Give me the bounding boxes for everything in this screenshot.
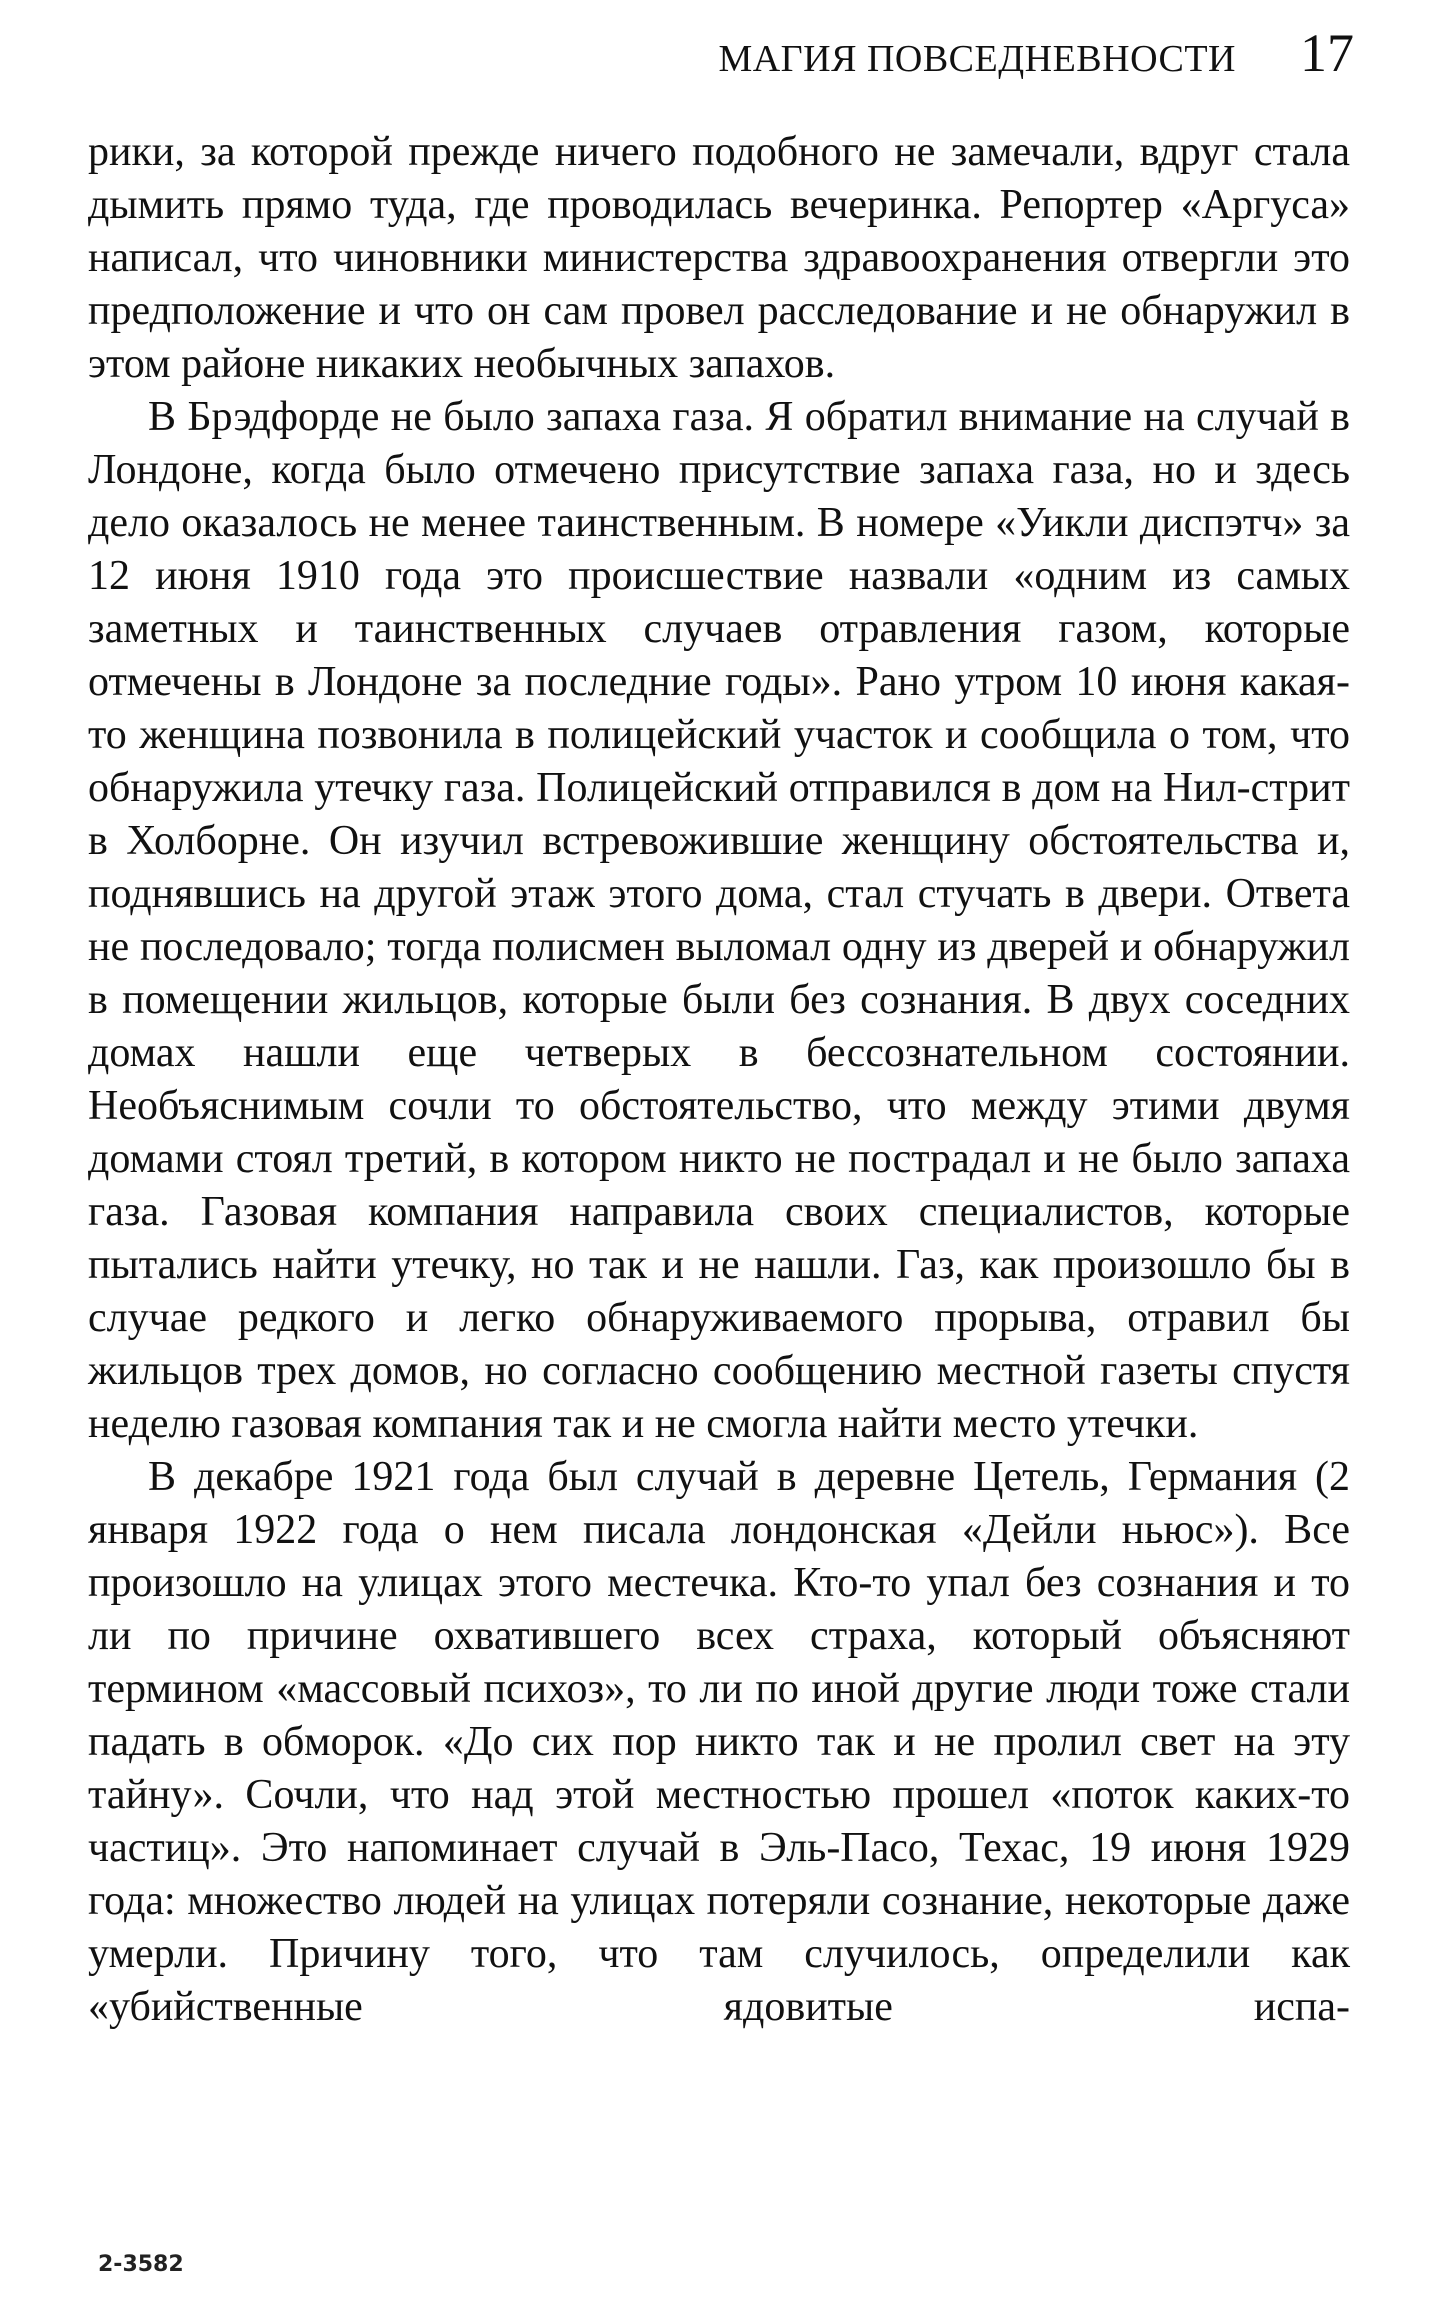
paragraph-bradford: В Брэдфорде не было запаха газа. Я обратил внимание на случай в Лондоне, когда было отмечено присутствие запаха газа, но и здесь дело оказалось не менее таинственным. В номере «Уикли диспэтч» за 12 июня 1910 года это происшествие назвали «одним из самых заметных и таинственных случаев отравления газом, которые отмечены в Лондоне за последние годы». Рано утром 10 июня какая-то женщина позвонила в полицейский участок и сообщила о том, что обнаружила утечку газа. Полицейский отправился в дом на Нил-стрит в Холборне. Он изучил встревожившие женщину обстоятельства и, поднявшись на другой этаж этого дома, стал стучать в двери. Ответа не последовало; тогда полисмен выломал одну из дверей и обнаружил в помещении жильцов, которые были без сознания. В двух соседних домах нашли еще четверых в бессознательном состоянии. Необъяснимым сочли то обстоятельство, что между этими двумя домами стоял третий, в котором никто не пострадал и не было запаха газа. Газовая компания направила своих специалистов, которые пытались найти утечку, но так и не нашли. Газ, как произошло бы в случае редкого и легко обнаруживаемого прорыва, отравил бы жильцов трех домов, но согласно сообщению местной газеты спустя неделю газовая компания так и не смогла найти место утечки. xyxy=(88,394,1350,1447)
text-block xyxy=(88,126,1350,2034)
printer-signature-mark: 2-3582 xyxy=(98,2252,184,2277)
page-number: 17 xyxy=(1300,23,1354,83)
paragraph-zetel: В декабре 1921 года был случай в деревне Цетель, Германия (2 января 1922 года о нем писала лондонская «Дейли ньюс»). Все произошло на улицах этого местечка. Кто-то упал без сознания и то ли по причине охватившего всех страха, который объясняют термином «массовый психоз», то ли по иной другие люди тоже стали падать в обморок. «До сих пор никто так и не пролил свет на эту тайну». Сочли, что над этой местностью прошел «поток каких-то частиц». Это напоминает случай в Эль-Пасо, Техас, 19 июня 1929 года: множество людей на улицах потеряли сознание, некоторые даже умерли. Причину того, что там случилось, определили как «убийственные ядовитые испа- xyxy=(88,1454,1350,2030)
running-head xyxy=(718,22,1354,84)
running-title: МАГИЯ ПОВСЕДНЕВНОСТИ xyxy=(718,38,1236,80)
paragraph-continued: рики, за которой прежде ничего подобного не замечали, вдруг стала дымить прямо туда, где проводилась вечеринка. Репортер «Аргуса» написал, что чиновники министерства здравоохранения отвергли это предположение и что он сам провел расследование и не обнаружил в этом районе никаких необычных запахов. xyxy=(88,129,1350,387)
